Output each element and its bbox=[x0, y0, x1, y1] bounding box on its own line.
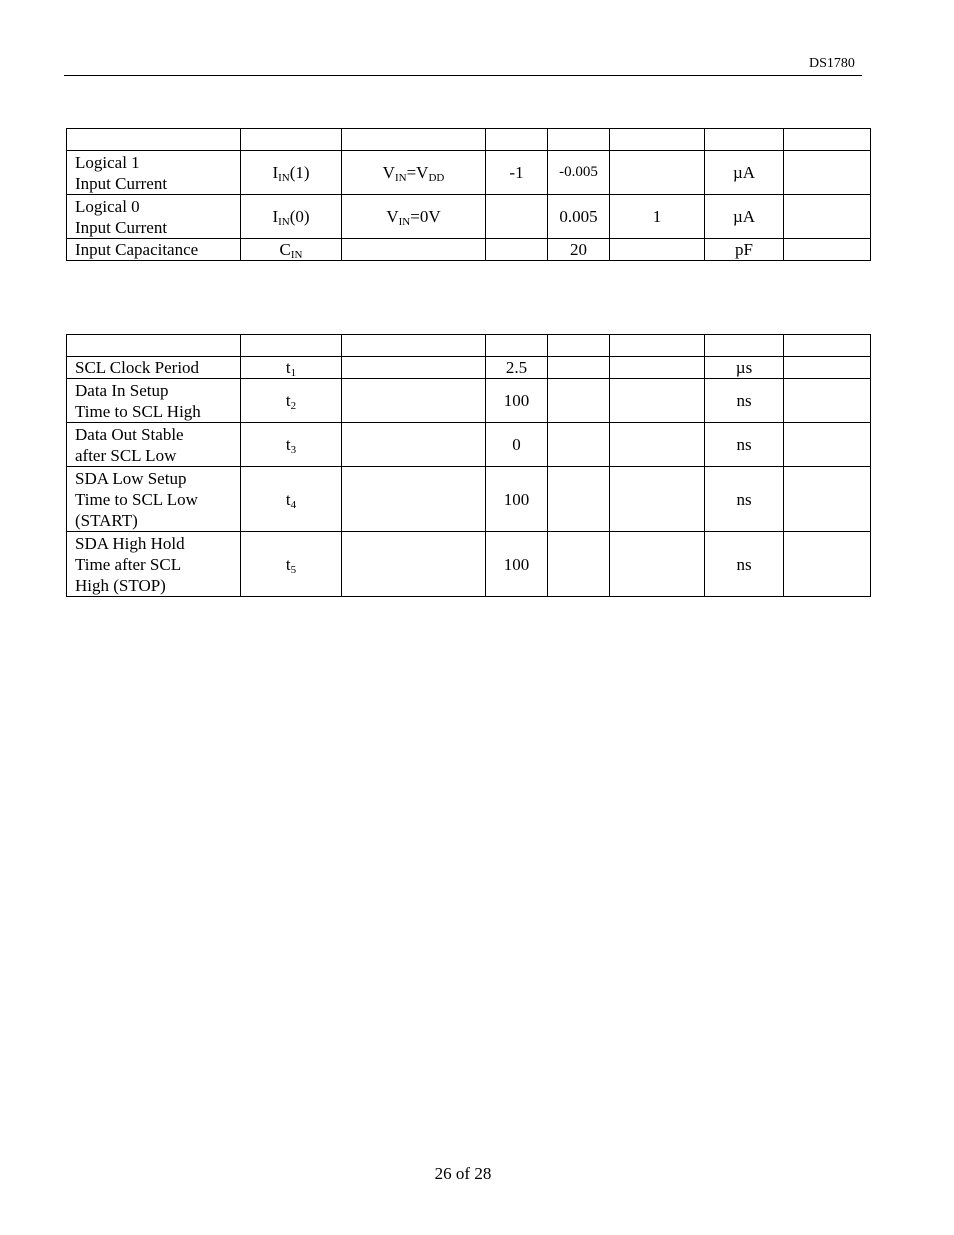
units-cell: µs bbox=[705, 357, 784, 379]
parameter-line: SDA High Hold bbox=[75, 533, 185, 553]
min-cell: 2.5 bbox=[486, 357, 548, 379]
parameter-line: SDA Low Setup bbox=[75, 468, 187, 488]
symbol-subscript: 3 bbox=[290, 444, 297, 456]
table-header-row bbox=[67, 335, 871, 357]
notes-cell bbox=[784, 379, 871, 423]
min-cell: -1 bbox=[486, 151, 548, 195]
parameter-cell bbox=[67, 423, 241, 467]
table-row bbox=[67, 467, 871, 532]
parameter-line: High (STOP) bbox=[75, 575, 166, 595]
table-row bbox=[67, 195, 871, 239]
header-cell bbox=[784, 129, 871, 151]
header-cell bbox=[610, 335, 705, 357]
symbol-text: t bbox=[285, 358, 291, 377]
symbol-suffix: (1) bbox=[289, 163, 310, 182]
condition-text: =V bbox=[406, 163, 429, 182]
parameter-line: SCL Clock Period bbox=[75, 358, 200, 377]
page-number: 26 of 28 bbox=[434, 1164, 492, 1183]
min-cell: 100 bbox=[486, 532, 548, 597]
typ-cell bbox=[548, 423, 610, 467]
typ-cell bbox=[548, 532, 610, 597]
notes-cell bbox=[784, 195, 871, 239]
symbol-cell bbox=[241, 239, 342, 261]
header-rule bbox=[64, 75, 862, 76]
parameter-line: Data In Setup bbox=[75, 380, 169, 400]
table-row bbox=[67, 532, 871, 597]
header-cell bbox=[342, 335, 486, 357]
symbol-subscript: 4 bbox=[290, 498, 297, 511]
symbol-cell bbox=[241, 379, 342, 423]
max-cell bbox=[610, 239, 705, 261]
notes-cell bbox=[784, 357, 871, 379]
table-row bbox=[67, 423, 871, 467]
min-cell bbox=[486, 239, 548, 261]
parameter-line: Input Capacitance bbox=[75, 240, 199, 259]
header-cell bbox=[241, 129, 342, 151]
max-cell bbox=[610, 379, 705, 423]
typ-cell bbox=[548, 379, 610, 423]
parameter-line: Time to SCL High bbox=[75, 401, 201, 421]
header-cell bbox=[705, 335, 784, 357]
symbol-cell bbox=[241, 467, 342, 532]
condition-cell bbox=[342, 357, 486, 379]
parameter-line: Input Current bbox=[75, 217, 168, 237]
table-row bbox=[67, 379, 871, 423]
typ-cell: -0.005 bbox=[548, 151, 610, 195]
parameter-cell bbox=[67, 532, 241, 597]
header-cell bbox=[705, 129, 784, 151]
symbol-subscript: 1 bbox=[290, 367, 297, 379]
parameter-line: Input Current bbox=[75, 173, 168, 193]
header-cell bbox=[67, 129, 241, 151]
max-cell bbox=[610, 151, 705, 195]
units-cell: ns bbox=[705, 423, 784, 467]
parameter-cell bbox=[67, 195, 241, 239]
units-cell: ns bbox=[705, 467, 784, 532]
condition-subscript: DD bbox=[428, 172, 445, 184]
symbol-cell bbox=[241, 423, 342, 467]
symbol-subscript: IN bbox=[290, 249, 303, 261]
header-cell bbox=[610, 129, 705, 151]
symbol-subscript: 2 bbox=[290, 400, 297, 412]
parameter-line: Logical 0 bbox=[75, 196, 140, 216]
min-cell: 100 bbox=[486, 467, 548, 532]
parameter-line: Time after SCL bbox=[75, 554, 182, 574]
condition-cell bbox=[342, 423, 486, 467]
condition-subscript: IN bbox=[394, 172, 407, 184]
condition-cell bbox=[342, 195, 486, 239]
typ-cell bbox=[548, 357, 610, 379]
units-cell: ns bbox=[705, 532, 784, 597]
typ-cell: 20 bbox=[548, 239, 610, 261]
header-cell bbox=[784, 335, 871, 357]
max-cell bbox=[610, 357, 705, 379]
units-cell: pF bbox=[705, 239, 784, 261]
condition-cell bbox=[342, 239, 486, 261]
header-cell bbox=[241, 335, 342, 357]
condition-cell bbox=[342, 532, 486, 597]
notes-cell bbox=[784, 151, 871, 195]
parameter-line: after SCL Low bbox=[75, 445, 177, 465]
units-cell: µA bbox=[705, 151, 784, 195]
max-cell bbox=[610, 532, 705, 597]
table-row bbox=[67, 357, 871, 379]
parameter-cell bbox=[67, 357, 241, 379]
max-cell: 1 bbox=[610, 195, 705, 239]
parameter-line: (START) bbox=[75, 510, 138, 530]
symbol-subscript: IN bbox=[278, 172, 290, 184]
condition-cell bbox=[342, 151, 486, 195]
condition-subscript: IN bbox=[398, 216, 411, 228]
max-cell bbox=[610, 423, 705, 467]
typ-cell: 0.005 bbox=[548, 195, 610, 239]
condition-cell bbox=[342, 379, 486, 423]
symbol-text: t bbox=[285, 489, 291, 509]
units-cell: µA bbox=[705, 195, 784, 239]
symbol-text: I bbox=[272, 163, 279, 182]
symbol-text: t bbox=[285, 554, 291, 574]
parameter-cell bbox=[67, 239, 241, 261]
min-cell: 100 bbox=[486, 379, 548, 423]
typ-cell bbox=[548, 467, 610, 532]
notes-cell bbox=[784, 239, 871, 261]
parameter-line: Time to SCL Low bbox=[75, 489, 198, 509]
notes-cell bbox=[784, 423, 871, 467]
condition-text: =0V bbox=[410, 207, 441, 226]
header-cell bbox=[486, 129, 548, 151]
condition-text: V bbox=[386, 207, 399, 226]
header-cell bbox=[548, 335, 610, 357]
table-row bbox=[67, 151, 871, 195]
document-id: DS1780 bbox=[809, 56, 855, 71]
table-row bbox=[67, 239, 871, 261]
max-cell bbox=[610, 467, 705, 532]
symbol-text: t bbox=[285, 435, 291, 454]
notes-cell bbox=[784, 532, 871, 597]
header-cell bbox=[486, 335, 548, 357]
ac-timing-table bbox=[66, 334, 871, 597]
parameter-line: Data Out Stable bbox=[75, 424, 184, 444]
min-cell bbox=[486, 195, 548, 239]
symbol-cell bbox=[241, 151, 342, 195]
symbol-subscript: IN bbox=[278, 216, 290, 228]
units-cell: ns bbox=[705, 379, 784, 423]
parameter-cell bbox=[67, 151, 241, 195]
symbol-text: t bbox=[285, 391, 291, 410]
symbol-text: C bbox=[279, 240, 291, 259]
symbol-text: I bbox=[272, 207, 279, 226]
parameter-cell bbox=[67, 379, 241, 423]
symbol-cell bbox=[241, 195, 342, 239]
symbol-cell bbox=[241, 532, 342, 597]
notes-cell bbox=[784, 467, 871, 532]
parameter-cell bbox=[67, 467, 241, 532]
header-cell bbox=[67, 335, 241, 357]
parameter-line: Logical 1 bbox=[75, 152, 140, 172]
symbol-suffix: (0) bbox=[289, 207, 310, 226]
symbol-cell bbox=[241, 357, 342, 379]
table-header-row bbox=[67, 129, 871, 151]
min-cell: 0 bbox=[486, 423, 548, 467]
dc-characteristics-table bbox=[66, 128, 871, 261]
header-cell bbox=[548, 129, 610, 151]
symbol-subscript: 5 bbox=[290, 563, 297, 576]
condition-text: V bbox=[382, 163, 395, 182]
header-cell bbox=[342, 129, 486, 151]
condition-cell bbox=[342, 467, 486, 532]
